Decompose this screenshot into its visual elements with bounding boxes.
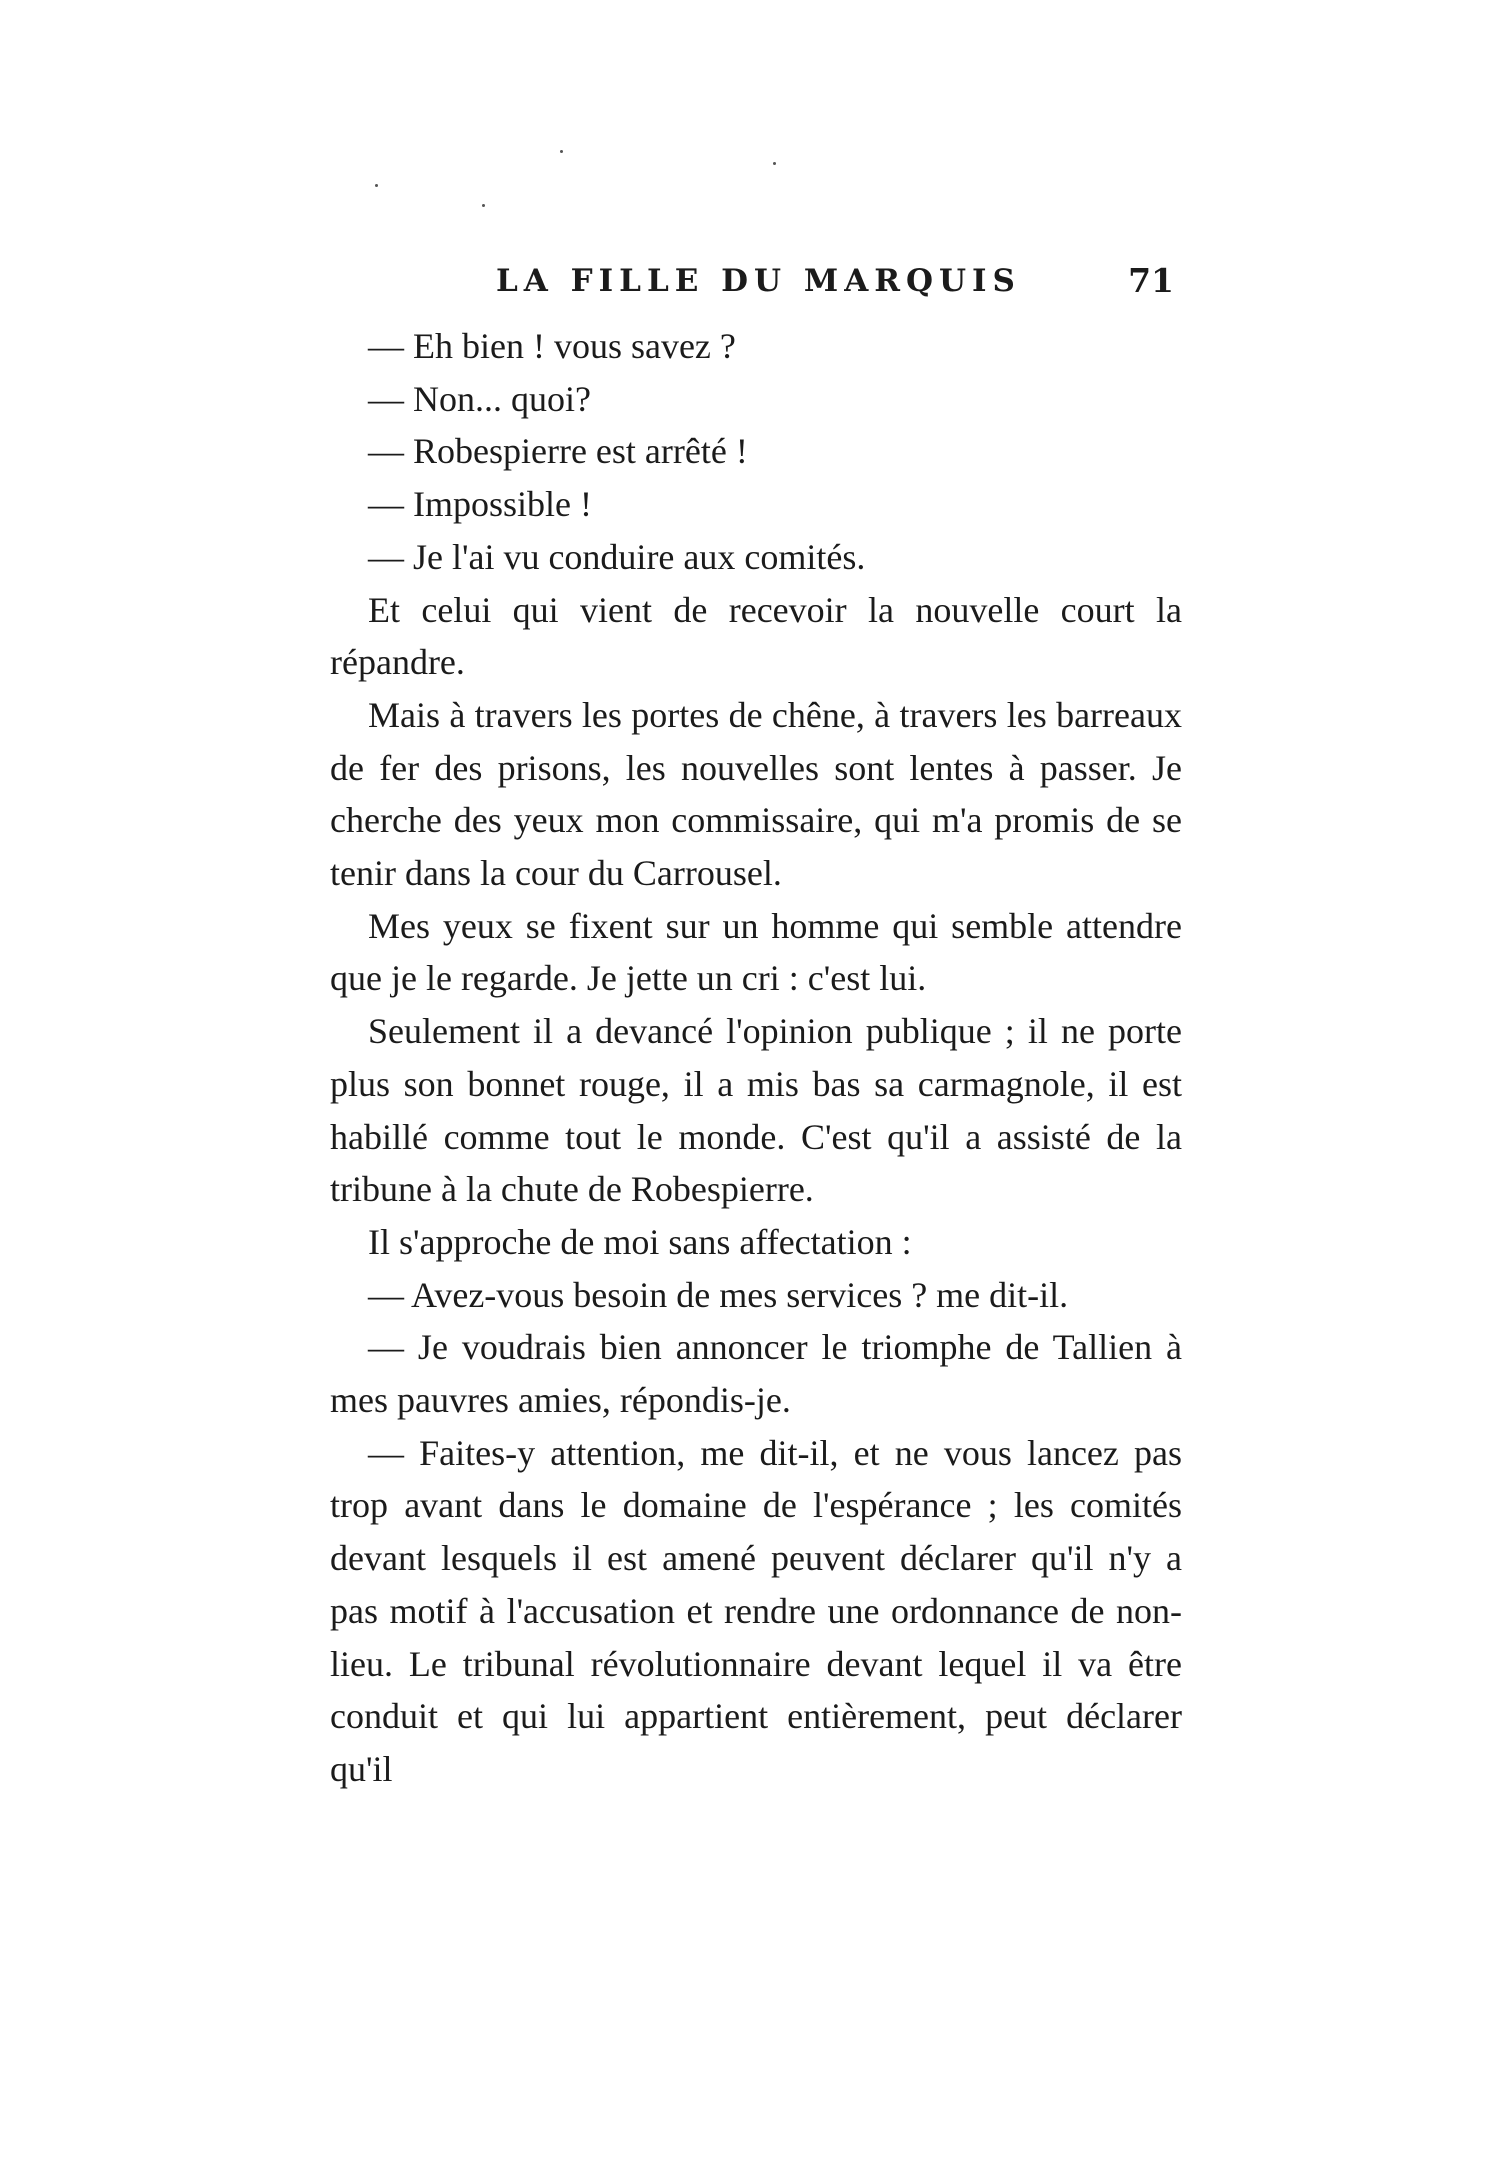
page-number: 71	[1128, 261, 1174, 300]
paragraph: Il s'approche de moi sans affectation :	[368, 1221, 912, 1262]
paragraph: Seulement il a devancé l'opinion publique ; il ne porte plus son bonnet rouge, il a mis bas sa carmagnole, il est habillé comme tout le monde. C'est qu'il a assisté de la tribune à la chute de Robespierre.	[330, 1011, 1182, 1210]
print-speck	[375, 184, 378, 187]
paragraph: Et celui qui vient de recevoir la nouvelle court la répandre.	[330, 589, 1182, 683]
dialogue-line: — Non... quoi?	[368, 378, 591, 419]
paragraph: Mes yeux se fixent sur un homme qui semble attendre que je le regarde. Je jette un cri : c'est lui.	[330, 905, 1182, 999]
dialogue-paragraph: — Je voudrais bien annoncer le triomphe de Tallien à mes pauvres amies, répondis-je.	[330, 1327, 1182, 1421]
dialogue-paragraph: — Avez-vous besoin de mes services ? me dit-il.	[368, 1274, 1069, 1315]
dialogue-line: — Eh bien ! vous savez ?	[368, 326, 736, 366]
dialogue-line: — Je l'ai vu conduire aux comités.	[368, 536, 866, 577]
dialogue-paragraph: — Faites-y attention, me dit-il, et ne vous lancez pas trop avant dans le domaine de l'espérance ; les comités devant lesquels il est amené peuvent déclarer qu'il n'y a pas motif à l'accusation et rendre une ordonnance de non-lieu. Le tribunal révolutionnaire devant lequel il va être conduit et qui lui appartient entièrement, peut déclarer qu'il	[330, 1432, 1182, 1789]
print-speck	[560, 150, 563, 153]
running-header	[330, 258, 1182, 308]
dialogue-line: — Impossible !	[368, 484, 592, 525]
running-title: LA FILLE DU MARQUIS	[496, 263, 1021, 299]
print-speck	[482, 204, 485, 207]
print-speck	[773, 162, 776, 165]
dialogue-line: — Robespierre est arrêté !	[368, 431, 748, 472]
body-text	[330, 320, 1182, 1796]
paragraph: Mais à travers les portes de chêne, à travers les barreaux de fer des prisons, les nouvelles sont lentes à passer. Je cherche des yeux mon commissaire, qui m'a promis de se tenir dans la cour du Carrousel.	[330, 694, 1182, 894]
